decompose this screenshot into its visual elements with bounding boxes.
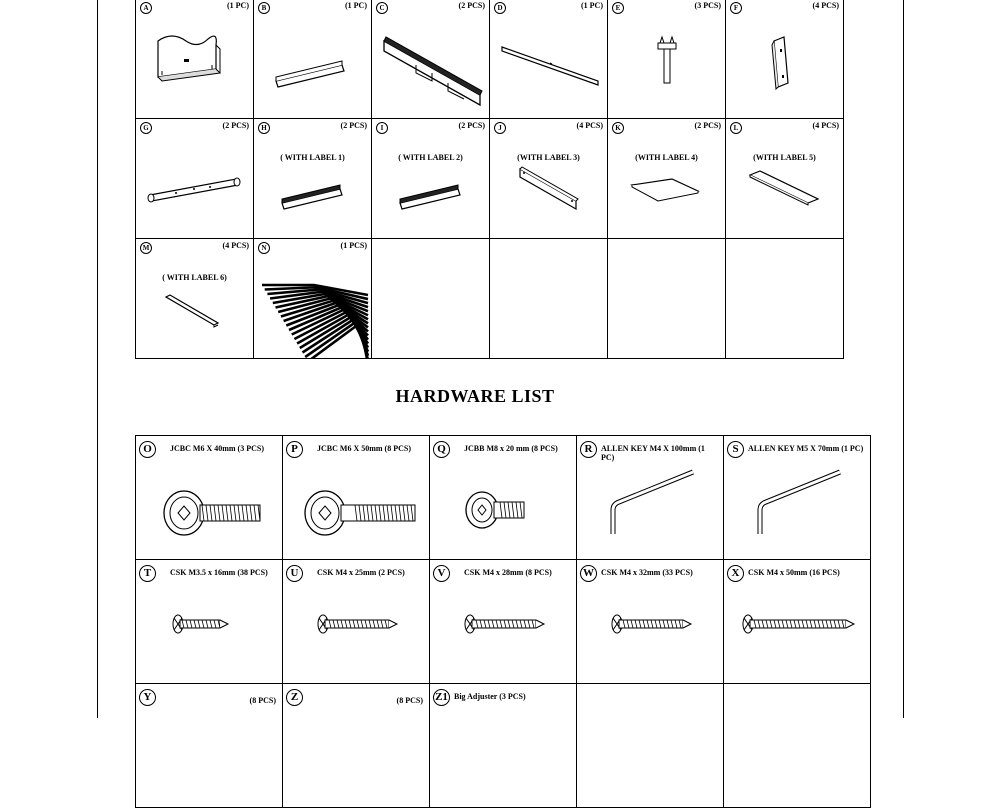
hardware-letter: S <box>727 441 744 458</box>
part-quantity: (2 PCS) <box>222 121 249 130</box>
part-quantity: (2 PCS) <box>458 121 485 130</box>
hardware-letter: T <box>139 565 156 582</box>
hardware-letter: V <box>433 565 450 582</box>
hardware-name: ALLEN KEY M5 X 70mm (1 PC) <box>748 444 864 453</box>
parts-grid <box>135 0 844 359</box>
hardware-cell-v <box>430 560 577 684</box>
hardware-letter: W <box>580 565 597 582</box>
part-quantity: (1 PC) <box>581 1 603 10</box>
part-cell-h <box>254 119 372 239</box>
headboard-icon <box>136 0 253 118</box>
part-cell-m <box>136 239 254 359</box>
bolt-icon <box>136 436 282 559</box>
part-letter: I <box>376 122 388 134</box>
part-cell-a <box>136 0 254 119</box>
part-letter: F <box>730 2 742 14</box>
part-label: ( WITH LABEL 6) <box>162 273 227 282</box>
part-quantity: (1 PCS) <box>340 241 367 250</box>
part-letter: L <box>730 122 742 134</box>
part-quantity: (2 PCS) <box>458 1 485 10</box>
leg-icon <box>608 0 725 118</box>
hardware-name: JCBC M6 X 40mm (3 PCS) <box>170 444 264 453</box>
part-quantity: (2 PCS) <box>694 121 721 130</box>
long-panel-icon <box>490 119 607 238</box>
part-letter: H <box>258 122 270 134</box>
hardware-cell-t <box>136 560 283 684</box>
hardware-cell-r <box>577 436 724 560</box>
part-label: ( WITH LABEL 2) <box>398 153 463 162</box>
part-label: (WITH LABEL 3) <box>517 153 580 162</box>
block-icon <box>726 0 843 118</box>
hardware-name: CSK M3.5 x 16mm (38 PCS) <box>170 568 268 577</box>
hardware-cell-z <box>283 684 430 808</box>
hardware-letter: Z <box>286 689 303 706</box>
empty-cell <box>490 239 608 359</box>
screw-icon <box>577 560 723 683</box>
hardware-cell-o <box>136 436 283 560</box>
empty-cell <box>577 684 724 808</box>
hardware-letter: U <box>286 565 303 582</box>
part-cell-d <box>490 0 608 119</box>
empty-cell <box>608 239 726 359</box>
part-letter: B <box>258 2 270 14</box>
part-quantity: (1 PC) <box>345 1 367 10</box>
hardware-letter: X <box>727 565 744 582</box>
slat-roll-icon <box>254 239 371 358</box>
part-quantity: (2 PCS) <box>340 121 367 130</box>
flat-board-icon <box>608 119 725 238</box>
screw-long-icon <box>724 560 870 683</box>
side-rail-icon <box>372 0 489 118</box>
hardware-letter: O <box>139 441 156 458</box>
part-letter: A <box>140 2 152 14</box>
part-quantity: (4 PCS) <box>222 241 249 250</box>
hardware-quantity: (8 PCS) <box>249 696 276 705</box>
panel-icon <box>254 119 371 238</box>
part-cell-k <box>608 119 726 239</box>
hardware-name: JCBB M8 x 20 mm (8 PCS) <box>464 444 558 453</box>
part-letter: G <box>140 122 152 134</box>
part-letter: E <box>612 2 624 14</box>
part-cell-j <box>490 119 608 239</box>
hardware-letter: R <box>580 441 597 458</box>
part-quantity: (4 PCS) <box>576 121 603 130</box>
part-cell-l <box>726 119 844 239</box>
bolt-long-icon <box>283 436 429 559</box>
part-letter: M <box>140 242 152 254</box>
hardware-list-title: HARDWARE LIST <box>395 386 555 406</box>
hardware-cell-w <box>577 560 724 684</box>
hardware-quantity: (8 PCS) <box>396 696 423 705</box>
allen-key-icon <box>577 436 723 559</box>
hardware-cell-q <box>430 436 577 560</box>
hardware-name: JCBC M6 X 50mm (8 PCS) <box>317 444 411 453</box>
part-cell-b <box>254 0 372 119</box>
hardware-name: ALLEN KEY M4 X 100mm (1 PC) <box>601 444 705 462</box>
part-quantity: (1 PC) <box>227 1 249 10</box>
part-letter: D <box>494 2 506 14</box>
bolt-short-icon <box>430 436 576 559</box>
flat-plank-icon <box>726 119 843 238</box>
hardware-grid <box>135 435 871 808</box>
hardware-name: CSK M4 x 50mm (16 PCS) <box>748 568 840 577</box>
hardware-cell-z1 <box>430 684 577 808</box>
hardware-letter: P <box>286 441 303 458</box>
part-cell-c <box>372 0 490 119</box>
board-icon <box>254 0 371 118</box>
empty-cell <box>724 684 871 808</box>
part-label: (WITH LABEL 5) <box>753 153 816 162</box>
screw-icon <box>430 560 576 683</box>
hardware-letter: Q <box>433 441 450 458</box>
part-cell-g <box>136 119 254 239</box>
hardware-cell-y <box>136 684 283 808</box>
part-cell-i <box>372 119 490 239</box>
center-rail-icon <box>490 0 607 118</box>
part-letter: N <box>258 242 270 254</box>
part-label: (WITH LABEL 4) <box>635 153 698 162</box>
part-label: ( WITH LABEL 1) <box>280 153 345 162</box>
hardware-cell-u <box>283 560 430 684</box>
stick-icon <box>136 239 253 358</box>
hardware-letter: Z1 <box>433 689 450 706</box>
part-quantity: (4 PCS) <box>812 1 839 10</box>
hardware-name: CSK M4 x 25mm (2 PCS) <box>317 568 405 577</box>
screw-icon <box>283 560 429 683</box>
hardware-name: CSK M4 x 32mm (33 PCS) <box>601 568 693 577</box>
part-letter: J <box>494 122 506 134</box>
hardware-cell-s <box>724 436 871 560</box>
empty-cell <box>372 239 490 359</box>
allen-key-icon <box>724 436 870 559</box>
part-cell-n <box>254 239 372 359</box>
part-letter: C <box>376 2 388 14</box>
hardware-cell-x <box>724 560 871 684</box>
part-cell-e <box>608 0 726 119</box>
part-quantity: (3 PCS) <box>694 1 721 10</box>
bar-icon <box>136 119 253 238</box>
part-cell-f <box>726 0 844 119</box>
part-letter: K <box>612 122 624 134</box>
hardware-name: CSK M4 x 28mm (8 PCS) <box>464 568 552 577</box>
part-quantity: (4 PCS) <box>812 121 839 130</box>
hardware-name: Big Adjuster (3 PCS) <box>454 692 526 701</box>
hardware-cell-p <box>283 436 430 560</box>
hardware-letter: Y <box>139 689 156 706</box>
empty-cell <box>726 239 844 359</box>
panel-icon <box>372 119 489 238</box>
screw-short-icon <box>136 560 282 683</box>
